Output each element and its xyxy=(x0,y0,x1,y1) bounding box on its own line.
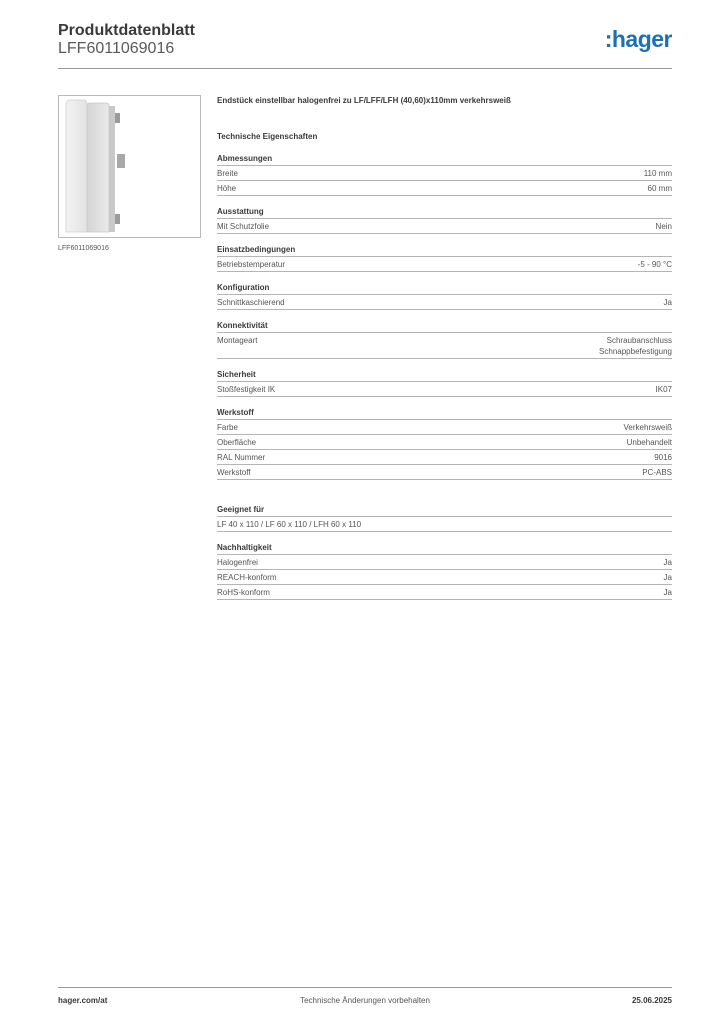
spec-value xyxy=(656,384,672,395)
spec-value xyxy=(644,168,672,179)
suitability-sections xyxy=(217,504,672,600)
image-caption: LFF6011069016 xyxy=(58,245,109,252)
spec-value-line: Ja xyxy=(663,588,672,597)
main-content xyxy=(217,95,672,610)
section-title: Konnektivität xyxy=(217,320,672,333)
spec-label: Werkstoff xyxy=(217,468,251,477)
spec-sections xyxy=(217,153,672,480)
spec-label: Mit Schutzfolie xyxy=(217,222,270,231)
website-link[interactable]: hager.com/at xyxy=(58,996,108,1005)
section-title: Geeignet für xyxy=(217,504,672,517)
spec-value xyxy=(624,422,672,433)
section-title: Sicherheit xyxy=(217,369,672,382)
section-title: Nachhaltigkeit xyxy=(217,542,672,555)
spec-row xyxy=(217,465,672,480)
spec-value-line: -5 - 90 °C xyxy=(637,260,672,269)
footer-divider xyxy=(58,987,672,988)
spec-row xyxy=(217,555,672,570)
spec-section xyxy=(217,244,672,272)
spec-row xyxy=(217,333,672,359)
svg-text::hager: :hager xyxy=(604,26,672,52)
spec-label: Höhe xyxy=(217,184,237,193)
footer-disclaimer: Technische Änderungen vorbehalten xyxy=(300,996,430,1005)
spec-value-line: PC-ABS xyxy=(642,468,672,477)
spec-value xyxy=(664,557,672,568)
spec-section xyxy=(217,542,672,600)
spec-section xyxy=(217,320,672,359)
spec-value xyxy=(648,183,672,194)
spec-value-line: Verkehrsweiß xyxy=(623,423,672,432)
footer-date: 25.06.2025 xyxy=(631,996,672,1005)
header-divider xyxy=(58,68,672,69)
spec-value xyxy=(664,572,672,583)
spec-row xyxy=(217,382,672,397)
spec-label: Halogenfrei xyxy=(217,558,258,567)
spec-value xyxy=(599,335,672,357)
spec-section xyxy=(217,407,672,480)
spec-section xyxy=(217,153,672,196)
spec-row xyxy=(217,570,672,585)
spec-value-line: Ja xyxy=(663,558,672,567)
spec-label: Oberfläche xyxy=(217,438,257,447)
spec-value xyxy=(627,437,672,448)
document-title: Produktdatenblatt xyxy=(58,22,195,39)
spec-value-line: 60 mm xyxy=(647,184,672,193)
spec-label: Betriebstemperatur xyxy=(217,260,286,269)
section-title: Einsatzbedingungen xyxy=(217,244,672,257)
section-title: Konfiguration xyxy=(217,282,672,295)
product-image xyxy=(58,95,201,238)
technical-properties-heading: Technische Eigenschaften xyxy=(217,132,318,141)
spec-value xyxy=(642,467,672,478)
spec-value-line: Nein xyxy=(655,222,672,231)
spec-value xyxy=(664,587,672,598)
spec-value xyxy=(664,297,672,308)
spec-row xyxy=(217,517,672,532)
spec-section xyxy=(217,206,672,234)
spec-row xyxy=(217,181,672,196)
hager-logo xyxy=(582,26,672,54)
spec-row xyxy=(217,219,672,234)
end-cap-illustration xyxy=(59,96,200,237)
spec-label: Stoßfestigkeit IK xyxy=(217,385,276,394)
spec-label: RAL Nummer xyxy=(217,453,266,462)
spec-value xyxy=(656,221,672,232)
spec-label: REACH-konform xyxy=(217,573,277,582)
spec-label: Montageart xyxy=(217,336,258,345)
section-title: Werkstoff xyxy=(217,407,672,420)
spec-value-line: Unbehandelt xyxy=(626,438,672,447)
spec-row xyxy=(217,420,672,435)
spec-label: Schnittkaschierend xyxy=(217,298,285,307)
spec-row xyxy=(217,257,672,272)
spec-row xyxy=(217,585,672,600)
spec-section xyxy=(217,369,672,397)
spec-label: RoHS-konform xyxy=(217,588,270,597)
spec-value-line: Ja xyxy=(663,573,672,582)
spec-label: LF 40 x 110 / LF 60 x 110 / LFH 60 x 110 xyxy=(217,520,362,529)
spec-row xyxy=(217,295,672,310)
spec-value xyxy=(638,259,672,270)
spec-value-line: 110 mm xyxy=(643,169,672,178)
spec-value-line: Schraubanschluss xyxy=(606,336,672,345)
page-footer xyxy=(58,996,672,1008)
page-header xyxy=(58,22,672,68)
spec-label: Farbe xyxy=(217,423,238,432)
spec-value-line: IK07 xyxy=(655,385,672,394)
spec-label: Breite xyxy=(217,169,238,178)
spec-section xyxy=(217,282,672,310)
spec-value-line: Schnappbefestigung xyxy=(599,347,672,356)
spec-value-line: 9016 xyxy=(654,453,672,462)
spec-value-line: Ja xyxy=(663,298,672,307)
section-title: Ausstattung xyxy=(217,206,672,219)
product-number: LFF6011069016 xyxy=(58,40,175,57)
spec-value xyxy=(654,452,672,463)
spec-row xyxy=(217,450,672,465)
section-title: Abmessungen xyxy=(217,153,672,166)
spec-row xyxy=(217,435,672,450)
spec-section xyxy=(217,504,672,532)
product-description: Endstück einstellbar halogenfrei zu LF/LFF/LFH (40,60)x110mm verkehrsweiß xyxy=(217,96,511,105)
spec-row xyxy=(217,166,672,181)
